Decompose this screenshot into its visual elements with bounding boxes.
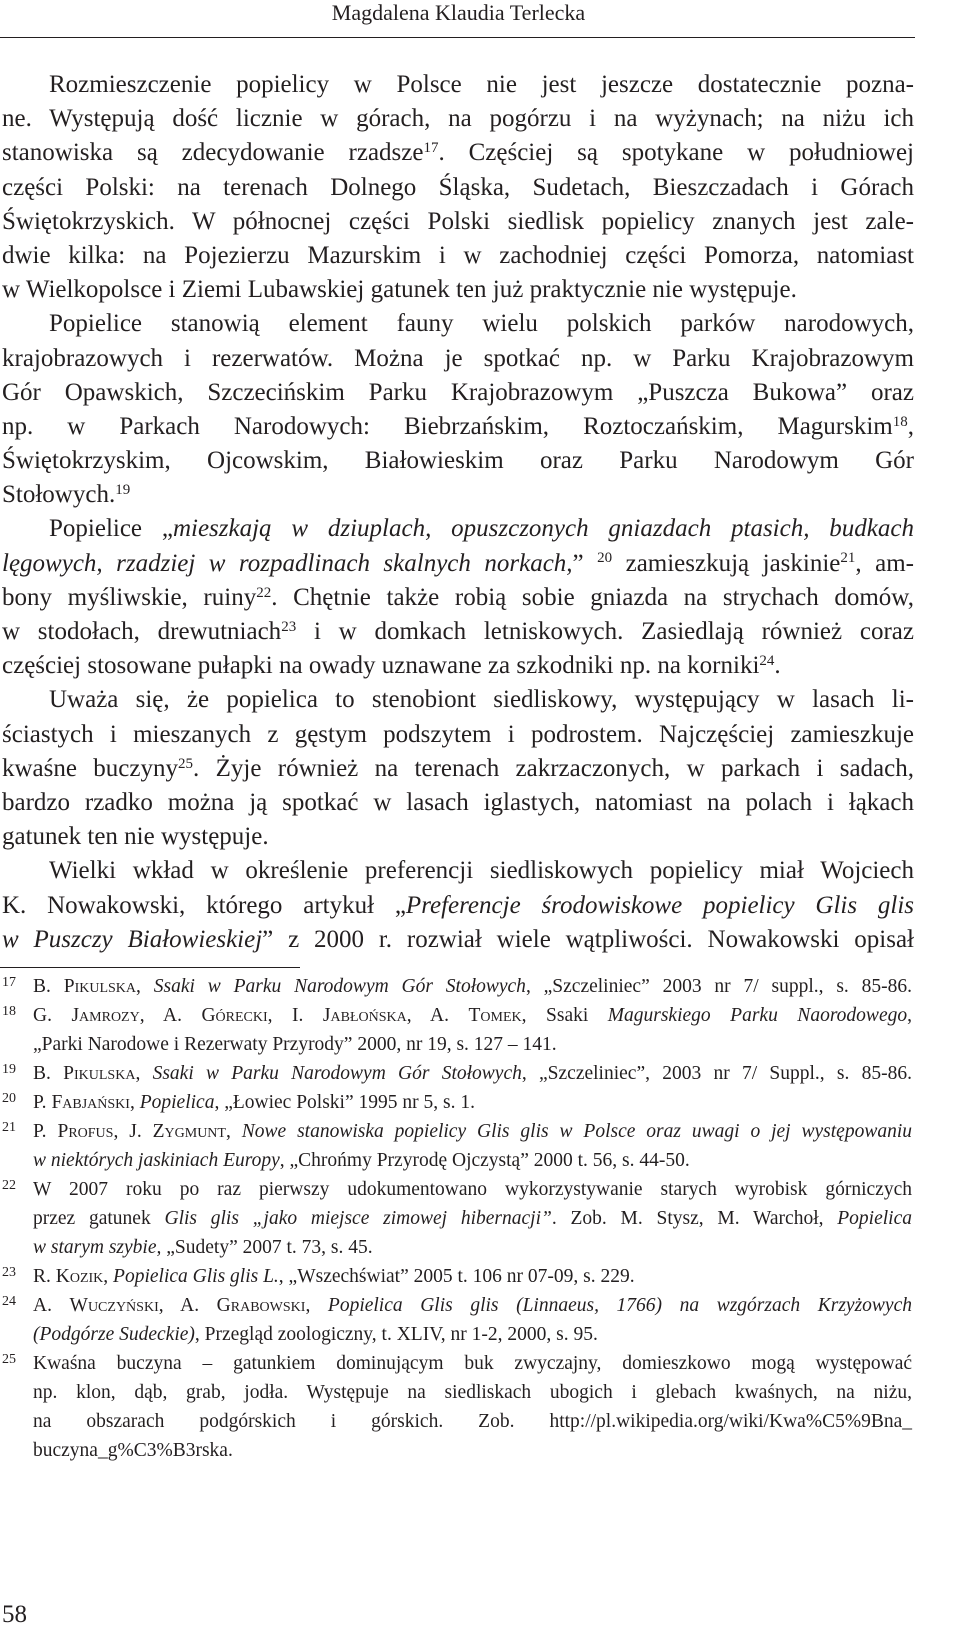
footnote-number: 17 (2, 975, 16, 990)
text-line (2, 102, 914, 136)
text-line (2, 410, 914, 444)
footnote-text (33, 1349, 912, 1465)
author-name: Wuczyński (69, 1295, 159, 1316)
footnote (0, 1001, 915, 1059)
text-run: gatunek ten nie występuje. (2, 823, 269, 851)
text-run: . Zob. M. Stysz, M. Warchoł, (551, 1208, 838, 1229)
page-number: 58 (2, 1601, 27, 1628)
footnote-number: 21 (2, 1120, 16, 1135)
text-run: , (136, 976, 154, 997)
text-run: , A. (139, 1005, 202, 1026)
text-run: , „Szczeliniec”, 2003 nr 7/ Suppl., s. 85-86. (521, 1063, 913, 1084)
footnote-line (33, 1146, 912, 1175)
text-run: , A. (158, 1295, 217, 1316)
footnote-text (33, 1291, 912, 1349)
text-run: . Częściej są spotykane w południowej (438, 139, 914, 167)
text-run: „Parki Narodowe i Rezerwaty Przyrody” 2000, nr 19, s. 127 – 141. (33, 1034, 557, 1055)
footnote-line (33, 1175, 912, 1204)
footnote (0, 972, 915, 1001)
footnote-line (33, 1262, 912, 1291)
author-name: Kozik (55, 1266, 104, 1287)
footnote-text (33, 1117, 912, 1175)
footnote-text (33, 1175, 912, 1262)
footnote-number: 18 (2, 1004, 16, 1019)
text-run: , am- (855, 549, 914, 577)
text-line (2, 205, 914, 239)
text-run: G. (33, 1005, 72, 1026)
footnote-line (33, 972, 912, 1001)
italic-text-run: lęgowych, rzadziej w rozpadlinach skalnych norkach, (2, 549, 573, 577)
text-run: , (305, 1295, 328, 1316)
text-line (2, 547, 914, 581)
text-run: , (907, 412, 914, 440)
author-name: Grabowski (216, 1295, 306, 1316)
text-line (2, 478, 914, 512)
footnote-text (33, 1059, 912, 1088)
text-run: . (774, 652, 781, 680)
footnote-line (33, 1204, 912, 1233)
text-run: ” z 2000 r. rozwiał wiele wątpliwości. Nowakowski opisał (262, 925, 914, 953)
italic-text-run: Glis glis „jako miejsce zimowej hibernacji” (164, 1208, 552, 1229)
text-run: . Żyje również na terenach zakrzaczonych, w parkach i sadach, (193, 754, 915, 782)
footnote-line (33, 1291, 912, 1320)
body-paragraph (2, 307, 914, 512)
footnote (0, 1175, 915, 1262)
text-run: , „Wszechświat” 2005 t. 106 nr 07-09, s. 229. (278, 1266, 635, 1287)
text-run: , (907, 1005, 912, 1026)
italic-text-run: Preferencje środowiskowe popielicy Glis glis (405, 891, 914, 919)
footnote-reference: 18 (892, 413, 908, 430)
italic-text-run: (Podgórze Sudeckie) (33, 1324, 195, 1345)
text-run: R. (33, 1266, 56, 1287)
body-paragraph (2, 68, 914, 307)
italic-text-run: Popielica Glis glis (Linnaeus, 1766) na wzgórzach Krzyżowych (327, 1295, 912, 1316)
footnote-line (33, 1233, 912, 1262)
text-run: częściej stosowane pułapki na owady uznawane za szkodniki np. na korniki (2, 652, 760, 680)
text-run: Świętokrzyskim, Ojcowskim, Białowieskim oraz Parku Narodowym Gór (2, 447, 914, 475)
text-run: . Chętnie także robią sobie gniazda na strychach domów, (271, 583, 914, 611)
text-run: Wielki wkład w określenie preferencji siedliskowych popielicy miał Wojciech (49, 857, 914, 885)
author-name: Zygmunt (152, 1121, 226, 1142)
text-run: buczyna_g%C3%B3rska. (33, 1440, 233, 1461)
footnote-number: 22 (2, 1178, 16, 1193)
footnote (0, 1088, 915, 1117)
footnote-reference: 17 (423, 140, 439, 157)
body-paragraph (2, 512, 914, 683)
footnote (0, 1262, 915, 1291)
text-run: P. (33, 1121, 58, 1142)
text-run: Kwaśna buczyna – gatunkiem dominującym buk zwyczajny, domieszkowo mogą występować (33, 1353, 912, 1374)
italic-text-run: Ssaki w Parku Narodowym Gór Stołowych (153, 976, 526, 997)
footnote-number: 19 (2, 1062, 16, 1077)
italic-text-run: Ssaki w Parku Narodowym Gór Stołowych (152, 1063, 522, 1084)
body-paragraph (2, 854, 914, 957)
text-run: w Wielkopolsce i Ziemi Lubawskiej gatunek ten już praktycznie nie występuje. (2, 276, 797, 304)
text-run: P. (33, 1092, 52, 1113)
text-line (2, 136, 914, 170)
text-line (2, 307, 914, 341)
text-line (2, 820, 914, 854)
text-run: , „Szczeliniec” 2003 nr 7/ suppl., s. 85-86. (525, 976, 913, 997)
text-run: krajobrazowych i rezerwatów. Można je spotkać np. w Parku Krajobrazowym (2, 344, 914, 372)
text-run: Uważa się, że popielica to stenobiont siedliskowy, występujący w lasach li- (49, 686, 914, 714)
footnote-reference: 19 (115, 482, 131, 498)
footnote-number: 20 (2, 1091, 16, 1106)
footnote-text (33, 1088, 912, 1117)
footnote-reference: 24 (759, 652, 775, 669)
italic-text-run: Magurskiego Parku Naorodowego (607, 1005, 908, 1026)
text-run: , A. (406, 1005, 469, 1026)
text-line (2, 615, 914, 649)
text-run: B. (33, 1063, 64, 1084)
text-line (2, 68, 914, 102)
text-run: części Polski: na terenach Dolnego Śląska, Sudetach, Bieszczadach i Górach (2, 173, 914, 201)
author-name: Profus (57, 1121, 114, 1142)
footnote-text (33, 1001, 912, 1059)
footnote-line (33, 1349, 912, 1378)
text-line (2, 649, 914, 683)
footnote (0, 1059, 915, 1088)
text-line (2, 786, 914, 820)
header-rule (0, 37, 915, 38)
author-name: Jamrozy (71, 1005, 140, 1026)
text-run: , I. (267, 1005, 323, 1026)
text-line (2, 752, 914, 786)
text-run: ” (572, 549, 598, 577)
text-line (2, 512, 914, 546)
text-run: kwaśne buczyny (2, 754, 179, 782)
main-text (2, 68, 914, 957)
text-run: Popielice „ (49, 515, 173, 543)
footnote-separator (0, 967, 300, 968)
text-run: Popielice stanowią element fauny wielu polskich parków narodowych, (49, 310, 914, 338)
text-run: Stołowych. (2, 481, 116, 509)
author-name: Górecki (201, 1005, 268, 1026)
text-run: A. (33, 1295, 70, 1316)
footnote-line (33, 1436, 912, 1465)
text-run: Rozmieszczenie popielicy w Polsce nie jest jeszcze dostatecznie pozna- (49, 71, 914, 98)
text-run: przez gatunek (33, 1208, 165, 1229)
footnote-reference: 25 (178, 755, 194, 772)
text-run: ściastych i mieszanych z gęstym podszytem i podrostem. Najczęściej zamieszkuje (2, 720, 914, 748)
footnote-text (33, 972, 912, 1001)
footnote (0, 1349, 915, 1465)
text-run: , J. (113, 1121, 153, 1142)
footnote-reference: 20 (597, 550, 613, 567)
text-run: , „Chrońmy Przyrodę Ojczystą” 2000 t. 56, s. 44-50. (279, 1150, 690, 1171)
text-run: bony myśliwskie, ruiny (2, 583, 257, 611)
footnote-line (33, 1088, 912, 1117)
footnote-reference: 23 (281, 618, 297, 635)
text-run: , (135, 1063, 153, 1084)
text-run: B. (33, 976, 64, 997)
footnote-reference: 21 (840, 550, 856, 567)
text-line (2, 581, 914, 615)
text-line (2, 854, 914, 888)
text-run: , (225, 1121, 242, 1142)
text-line (2, 342, 914, 376)
text-line (2, 376, 914, 410)
footnote-text (33, 1262, 912, 1291)
author-name: Jabłońska (322, 1005, 407, 1026)
author-name: Fabjański (51, 1092, 130, 1113)
text-run: W 2007 roku po raz pierwszy udokumentowano wykorzystywanie starych wyrobisk górniczych (33, 1179, 912, 1200)
footnote-line (33, 1407, 912, 1436)
footnote (0, 1117, 915, 1175)
body-paragraph (2, 683, 914, 854)
text-run: , (103, 1266, 114, 1287)
text-run: stanowiska są zdecydowanie rzadsze (2, 139, 424, 167)
text-line (2, 444, 914, 478)
text-line (2, 239, 914, 273)
footnote-line (33, 1320, 912, 1349)
text-line (2, 273, 914, 307)
text-line (2, 171, 914, 205)
footnote-number: 23 (2, 1265, 16, 1280)
author-name: Pikulska (63, 1063, 136, 1084)
text-run: , „Łowiec Polski” 1995 nr 5, s. 1. (214, 1092, 475, 1113)
italic-text-run: Popielica Glis glis L. (113, 1266, 279, 1287)
footnote-reference: 22 (256, 584, 272, 601)
italic-text-run: Popielica (139, 1092, 215, 1113)
footnote-line (33, 1001, 912, 1030)
text-line (2, 889, 914, 923)
italic-text-run: w niektórych jaskiniach Europy (33, 1150, 280, 1171)
text-run: bardzo rzadko można ją spotkać w lasach iglastych, natomiast na polach i łąkach (2, 788, 914, 816)
text-run: w stodołach, drewutniach (2, 618, 282, 645)
footnotes (0, 972, 915, 1465)
text-line (2, 923, 914, 957)
text-run: np. klon, dąb, grab, jodła. Występuje na siedliskach ubogich i glebach kwaśnych, na niżu, (33, 1382, 912, 1403)
text-run: na obszarach podgórskich i górskich. Zob. http://pl.wikipedia.org/wiki/Kwa%C5%9Bna_ (33, 1411, 912, 1432)
italic-text-run: Nowe stanowiska popielicy Glis glis w Polsce oraz uwagi o jej występowaniu (241, 1121, 912, 1142)
text-run: , (129, 1092, 140, 1113)
running-header: Magdalena Klaudia Terlecka (331, 0, 586, 25)
italic-text-run: w Puszczy Białowieskiej (2, 925, 263, 953)
text-run: , Ssaki (521, 1005, 608, 1026)
italic-text-run: mieszkają w dziuplach, opuszczonych gniazdach ptasich, budkach (172, 515, 914, 543)
text-run: dwie kilka: na Pojezierzu Mazurskim i w zachodniej części Pomorza, natomiast (2, 241, 914, 269)
footnote-line (33, 1059, 912, 1088)
italic-text-run: w starym szybie, (33, 1237, 162, 1258)
text-run: zamieszkują jaskinie (612, 549, 841, 577)
text-run: , Przegląd zoologiczny, t. XLIV, nr 1-2, 2000, s. 95. (194, 1324, 598, 1345)
footnote-line (33, 1030, 912, 1059)
text-line (2, 683, 914, 717)
text-run: Gór Opawskich, Szczecińskim Parku Krajobrazowym „Puszcza Bukowa” oraz (2, 378, 914, 406)
text-run: ne. Występują dość licznie w górach, na pogórzu i na wyżynach; na niżu ich (2, 105, 914, 133)
footnote-number: 25 (2, 1352, 16, 1367)
author-name: Tomek (468, 1005, 522, 1026)
text-run: np. w Parkach Narodowych: Biebrzańskim, Roztoczańskim, Magurskim (2, 412, 893, 440)
text-line (2, 718, 914, 752)
author-name: Pikulska (63, 976, 137, 997)
text-run: i w domkach letniskowych. Zasiedlają również coraz (296, 618, 914, 645)
footnote-line (33, 1378, 912, 1407)
footnote (0, 1291, 915, 1349)
text-run: K. Nowakowski, którego artykuł „ (2, 891, 406, 919)
italic-text-run: Popielica (837, 1208, 912, 1229)
footnote-line (33, 1117, 912, 1146)
text-run: Świętokrzyskich. W północnej części Polski siedlisk popielicy znanych jest zale- (2, 207, 914, 235)
footnote-number: 24 (2, 1294, 16, 1309)
text-run: „Sudety” 2007 t. 73, s. 45. (161, 1237, 373, 1258)
